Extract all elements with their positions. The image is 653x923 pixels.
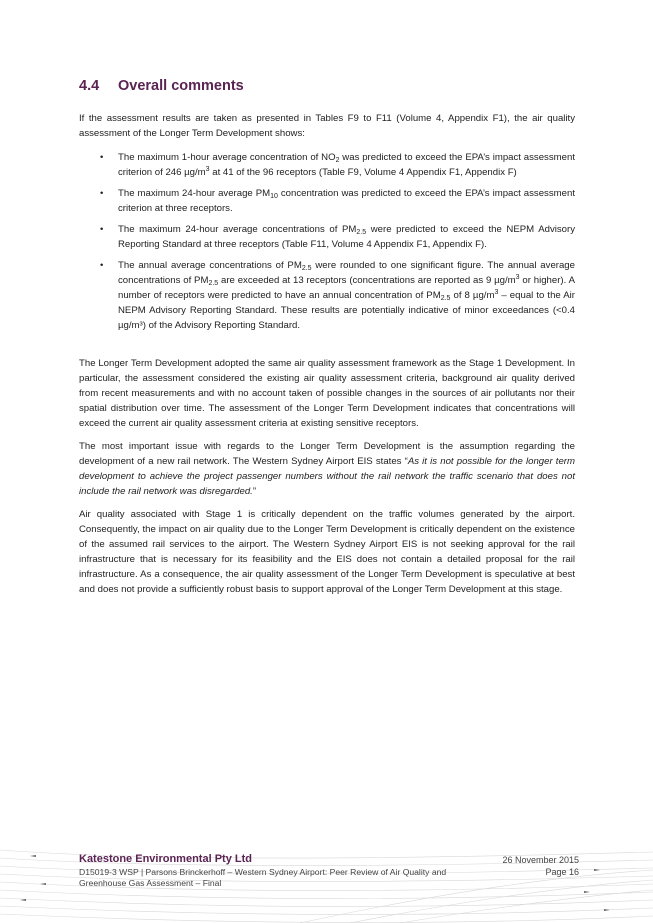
finding-pm25-annual-text-f: – equal to the Air NEPM Advisory Reporting Standard. These results are potentially indicative of minor exceedances (<0.4 µg/m³) of the Advisory Reporting Standard. (118, 290, 575, 331)
finding-pm25-annual-sup1: 3 (515, 274, 520, 281)
section-number: 4.4 (79, 78, 100, 94)
paragraph-framework-text: The Longer Term Development adopted the same air quality assessment framework as the Stage 1 Development. In particular, the assessment considered the existing air quality assessment criteria, background air quality derived from recent measurements and with no account taken of possible changes in the sources of air pollutants nor their spatial distribution over time. The assessment of the Longer Term Development indicates that concentrations will exceed the current air quality assessment criteria at existing sensitive receptors. (79, 358, 575, 429)
intro-paragraph (79, 111, 575, 141)
finding-pm25-annual-sub2: 2.5 (208, 280, 219, 287)
finding-pm25-24h-sub: 2.5 (356, 229, 367, 236)
finding-no2-text-a: The maximum 1-hour average concentration of NO (118, 152, 336, 163)
finding-pm25-annual (79, 258, 575, 333)
finding-pm25-annual-sup2: 3 (494, 289, 499, 296)
finding-pm10-text-a: The maximum 24-hour average PM (118, 188, 271, 199)
footer-company: Katestone Environmental Pty Ltd (79, 853, 252, 865)
section-heading (79, 78, 244, 94)
footer-date: 26 November 2015 (502, 855, 579, 865)
finding-pm10 (79, 186, 575, 216)
finding-pm25-annual-text-c: are exceeded at 13 receptors (concentrations are reported as 9 µg/m (218, 275, 516, 286)
finding-pm25-annual-text-a: The annual average concentrations of PM (118, 260, 302, 271)
finding-pm10-text-b: concentration was predicted to exceed the EPA’s impact assessment criterion at three receptors. (118, 188, 575, 214)
finding-pm25-annual-text-d: or higher). A number of receptors were predicted to have an annual concentration of PM (118, 275, 575, 301)
section-title: Overall comments (118, 78, 244, 94)
footer-description: D15019-3 WSP | Parsons Brinckerhoff – Western Sydney Airport: Peer Review of Air Quality and Greenhouse Gas Assessment – Final (79, 867, 447, 888)
finding-no2 (79, 150, 575, 180)
finding-pm10-sub: 10 (270, 193, 278, 200)
finding-pm25-annual-text-b: were rounded to one significant figure. The annual average concentrations of PM (118, 260, 575, 286)
finding-pm25-annual-text-e: of 8 µg/m (450, 290, 495, 301)
findings-list (79, 150, 575, 339)
finding-no2-text-b: was predicted to exceed the EPA’s impact assessment criterion of 246 µg/m (118, 152, 575, 178)
finding-pm25-24h-text-a: The maximum 24-hour average concentrations of PM (118, 224, 357, 235)
eis-quote: As it is not possible for the longer term development to achieve the project passenger numbers without the rail network the traffic scenario that does not include the rail network was disregarded. (79, 456, 575, 497)
finding-no2-sub: 2 (335, 157, 340, 164)
paragraph-rail-assumption (79, 439, 575, 499)
intro-text: If the assessment results are taken as presented in Tables F9 to F11 (Volume 4, Appendix F1), the air quality assessment of the Longer Term Development shows: (79, 113, 575, 139)
paragraph-conclusion (79, 507, 575, 597)
paragraph-framework (79, 356, 575, 431)
rail-text-b: ” (252, 486, 257, 497)
finding-no2-sup: 3 (205, 166, 210, 173)
paragraph-conclusion-text: Air quality associated with Stage 1 is critically dependent on the traffic volumes generated by the airport. Consequently, the impact on air quality due to the Longer Term Development is critically dependent on the existence of the assumed rail services to the airport. The Western Sydney Airport EIS is not seeking approval for the rail infrastructure that is necessary for its feasibility and the EIS does not contain a detailed proposal for the rail infrastructure. As a consequence, the air quality assessment of the Longer Term Development is speculative at best and does not provide a sufficiently robust basis to support approval of the Longer Term Development at this stage. (79, 509, 575, 595)
rail-text-a: The most important issue with regards to the Longer Term Development is the assumption regarding the development of a new rail network. The Western Sydney Airport EIS states “ (79, 441, 575, 467)
paragraph-rail-assumption-text (79, 439, 575, 499)
finding-pm25-24h (79, 222, 575, 252)
finding-pm25-annual-sub1: 2.5 (301, 265, 312, 272)
footer-page-number: Page 16 (545, 867, 579, 877)
finding-pm25-24h-text-b: were predicted to exceed the NEPM Advisory Reporting Standard at three receptors (Table F11, Volume 4 Appendix F1, Appendix F). (118, 224, 576, 250)
finding-pm25-annual-sub3: 2.5 (440, 295, 451, 302)
finding-no2-text-c: at 41 of the 96 receptors (Table F9, Volume 4 Appendix F1, Appendix F) (209, 167, 517, 178)
